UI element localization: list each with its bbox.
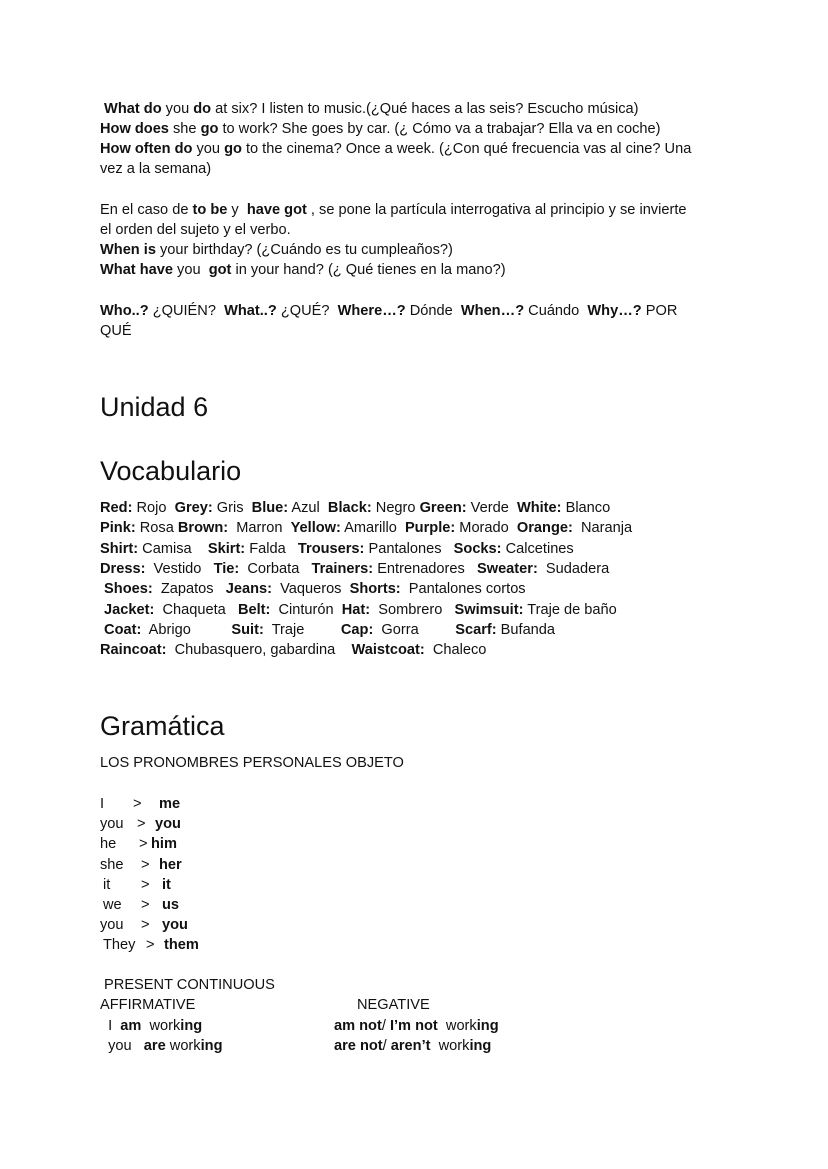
bold-term: How often do — [100, 141, 193, 157]
pronoun-object: it — [162, 876, 171, 893]
bold-term: ing — [180, 1018, 203, 1034]
pronoun-subject: she — [100, 856, 124, 873]
pronoun-subject: I — [100, 796, 105, 812]
text-run: Verde — [466, 500, 517, 516]
text-run: Blanco — [561, 500, 611, 516]
bold-term: What..? — [224, 303, 277, 319]
vocab-line-clothes-5 — [100, 620, 555, 640]
bold-term: ing — [200, 1038, 223, 1054]
pronoun-arrow: > — [146, 937, 155, 954]
bold-term: When…? — [460, 303, 525, 319]
text-run: Bufanda — [496, 622, 556, 638]
text-run: work — [430, 1038, 470, 1054]
bold-term: What have — [100, 262, 173, 278]
bold-term: Shoes: — [100, 581, 153, 597]
bold-term: Waistcoat: — [351, 642, 425, 658]
text-run: Amarillo — [340, 520, 405, 536]
bold-term: am — [120, 1018, 142, 1034]
pronoun-object: them — [164, 937, 199, 954]
bold-term: Trainers: — [311, 561, 374, 577]
text-run: Chubasquero, gabardina — [166, 642, 352, 658]
present-continuous-heading: PRESENT CONTINUOUS — [100, 977, 275, 993]
question-words — [100, 301, 677, 321]
bold-term: Sweater: — [476, 561, 538, 577]
text-run: Cuándo — [524, 303, 588, 319]
bold-term: Green: — [419, 500, 467, 516]
negative-label: NEGATIVE — [357, 997, 430, 1013]
bold-term: are not — [334, 1038, 383, 1054]
text-run: el orden del sujeto y el verbo. — [100, 222, 291, 238]
pronoun-arrow: > — [137, 816, 146, 833]
affirmative-row-you — [100, 1036, 222, 1056]
text-run: Naranja — [572, 520, 633, 536]
text-run: Gris — [212, 500, 252, 516]
bold-term: When is — [100, 242, 156, 258]
text-run: vez a la semana) — [100, 161, 212, 177]
vocab-line-clothes-3 — [100, 579, 526, 599]
bold-term: White: — [516, 500, 562, 516]
text-run: Abrigo — [141, 622, 232, 638]
text-run: you — [161, 101, 194, 117]
example-when-is — [100, 240, 453, 260]
text-run: to the cinema? Once a week. (¿Con qué frecuencia vas al cine? Una — [241, 141, 692, 157]
text-run: at six? I listen to music.(¿Qué haces a las seis? Escucho música) — [211, 101, 639, 117]
example-how-does — [100, 119, 661, 139]
bold-term: How does — [100, 121, 169, 137]
pronoun-subject: you — [100, 816, 124, 833]
bold-term: Orange: — [516, 520, 573, 536]
bold-term: Suit: — [231, 622, 264, 638]
text-run: Marron — [228, 520, 291, 536]
pronoun-subject: They — [103, 937, 136, 954]
text-run: Negro — [371, 500, 420, 516]
text-run: Entrenadores — [373, 561, 477, 577]
text-run: you — [172, 262, 209, 278]
text-run: Camisa — [138, 541, 208, 557]
text-run: QUÉ — [100, 323, 132, 339]
bold-term: Belt: — [237, 602, 271, 618]
text-run: / — [382, 1038, 391, 1054]
vocab-line-colors-2 — [100, 518, 632, 538]
text-run: work — [437, 1018, 477, 1034]
pronoun-arrow: > — [141, 876, 150, 893]
negative-row-you — [334, 1036, 491, 1056]
bold-term: go — [224, 141, 242, 157]
example-how-often — [100, 139, 691, 159]
text-run: work — [141, 1018, 181, 1034]
negative-row-i — [334, 1016, 499, 1036]
text-run: , se pone la partícula interrogativa al principio y se invierte — [306, 202, 687, 218]
vocab-line-clothes-4 — [100, 600, 617, 620]
bold-term: Cap: — [340, 622, 374, 638]
text-run: Traje de baño — [523, 602, 617, 618]
pronouns-heading: LOS PRONOMBRES PERSONALES OBJETO — [100, 755, 404, 771]
text-run: to work? She goes by car. (¿ Cómo va a trabajar? Ella va en coche) — [218, 121, 661, 137]
bold-term: are — [139, 1038, 166, 1054]
pronoun-object: us — [162, 897, 180, 913]
text-run: you — [100, 1038, 140, 1054]
bold-term: to be — [192, 202, 228, 218]
example-what-have — [100, 260, 506, 280]
bold-term: do — [193, 101, 212, 117]
text-run: Gorra — [373, 622, 456, 638]
bold-term: Trousers: — [297, 541, 365, 557]
pronoun-subject: he — [100, 836, 117, 853]
bold-term: Shorts: — [349, 581, 401, 597]
bold-term: Raincoat: — [100, 642, 167, 658]
text-run: y — [227, 202, 247, 218]
bold-term: Grey: — [174, 500, 213, 516]
text-run: ¿QUIÉN? — [148, 303, 225, 319]
vocab-line-clothes-1 — [100, 539, 574, 559]
bold-term: Scarf: — [455, 622, 497, 638]
bold-term: Black: — [327, 500, 372, 516]
bold-term: Jeans: — [225, 581, 272, 597]
pronoun-object: him — [151, 836, 177, 853]
vocab-title: Vocabulario — [100, 456, 242, 486]
text-run: POR — [641, 303, 678, 319]
text-run: Traje — [263, 622, 341, 638]
text-run: I — [100, 1018, 121, 1034]
text-run: Zapatos — [152, 581, 226, 597]
bold-term: Dress: — [100, 561, 146, 577]
text-run: in your hand? (¿ Qué tienes en la mano?) — [231, 262, 506, 278]
text-run: Dónde — [405, 303, 461, 319]
pronoun-arrow: > — [133, 796, 142, 812]
bold-term: Purple: — [404, 520, 456, 536]
bold-term: Skirt: — [207, 541, 246, 557]
text-run: Sombrero — [370, 602, 455, 618]
bold-term: Why…? — [587, 303, 642, 319]
text-run: Morado — [455, 520, 517, 536]
pronoun-arrow: > — [139, 836, 148, 853]
bold-term: I’m not — [389, 1018, 438, 1034]
pronoun-arrow: > — [141, 897, 150, 913]
bold-term: Blue: — [251, 500, 289, 516]
text-run: Chaleco — [424, 642, 487, 658]
bold-term: Brown: — [177, 520, 229, 536]
bold-term: Shirt: — [100, 541, 139, 557]
text-run: your birthday? (¿Cuándo es tu cumpleaños?) — [155, 242, 453, 258]
bold-term: am not — [334, 1018, 382, 1034]
bold-term: Socks: — [453, 541, 502, 557]
text-run: Cinturón — [270, 602, 342, 618]
grammar-title: Gramática — [100, 711, 225, 741]
text-run: / — [381, 1018, 390, 1034]
tobe-rule — [100, 200, 687, 220]
bold-term: Tie: — [213, 561, 240, 577]
text-run: Corbata — [239, 561, 312, 577]
unit-title: Unidad 6 — [100, 392, 209, 422]
bold-term: Red: — [100, 500, 133, 516]
bold-term: aren’t — [390, 1038, 431, 1054]
pronoun-subject: we — [103, 897, 122, 913]
text-run: Rosa — [135, 520, 178, 536]
text-run: Rojo — [132, 500, 175, 516]
text-run: Falda — [245, 541, 298, 557]
bold-term: Hat: — [341, 602, 371, 618]
text-run: Vestido — [145, 561, 214, 577]
bold-term: Pink: — [100, 520, 136, 536]
vocab-line-clothes-6 — [100, 640, 486, 660]
bold-term: have got — [246, 202, 307, 218]
vocab-line-colors-1 — [100, 498, 610, 518]
example-what-do — [100, 99, 639, 119]
text-run: you — [192, 141, 225, 157]
bold-term: ing — [476, 1018, 499, 1034]
pronoun-object: you — [162, 917, 188, 934]
bold-term: got — [208, 262, 232, 278]
bold-term: ing — [469, 1038, 492, 1054]
bold-term: Swimsuit: — [454, 602, 524, 618]
text-run: Azul — [288, 500, 328, 516]
text-run: Pantalones — [364, 541, 454, 557]
pronoun-arrow: > — [141, 917, 150, 934]
pronoun-object: me — [159, 796, 181, 812]
text-run: Sudadera — [537, 561, 610, 577]
bold-term: What do — [100, 101, 162, 117]
bold-term: Yellow: — [290, 520, 341, 536]
text-run: ¿QUÉ? — [276, 303, 338, 319]
example-how-often-cont — [100, 159, 211, 179]
pronoun-object: her — [159, 856, 182, 873]
bold-term: Who..? — [100, 303, 149, 319]
pronoun-subject: it — [103, 876, 111, 893]
bold-term: Where…? — [337, 303, 406, 319]
bold-term: Coat: — [100, 622, 142, 638]
pronoun-arrow: > — [141, 856, 150, 873]
pronoun-object: you — [155, 816, 181, 833]
vocab-line-clothes-2 — [100, 559, 609, 579]
text-run: work — [165, 1038, 201, 1054]
text-run: Pantalones cortos — [400, 581, 526, 597]
text-run: Calcetines — [501, 541, 574, 557]
pronoun-subject: you — [100, 917, 124, 934]
bold-term: go — [200, 121, 219, 137]
text-run: Chaqueta — [154, 602, 238, 618]
tobe-rule-cont — [100, 220, 291, 240]
affirmative-label: AFFIRMATIVE — [100, 997, 196, 1013]
question-words-cont — [100, 321, 132, 341]
bold-term: Jacket: — [100, 602, 155, 618]
text-run: En el caso de — [100, 202, 193, 218]
text-run: she — [168, 121, 201, 137]
text-run: Vaqueros — [271, 581, 350, 597]
affirmative-row-i — [100, 1016, 202, 1036]
